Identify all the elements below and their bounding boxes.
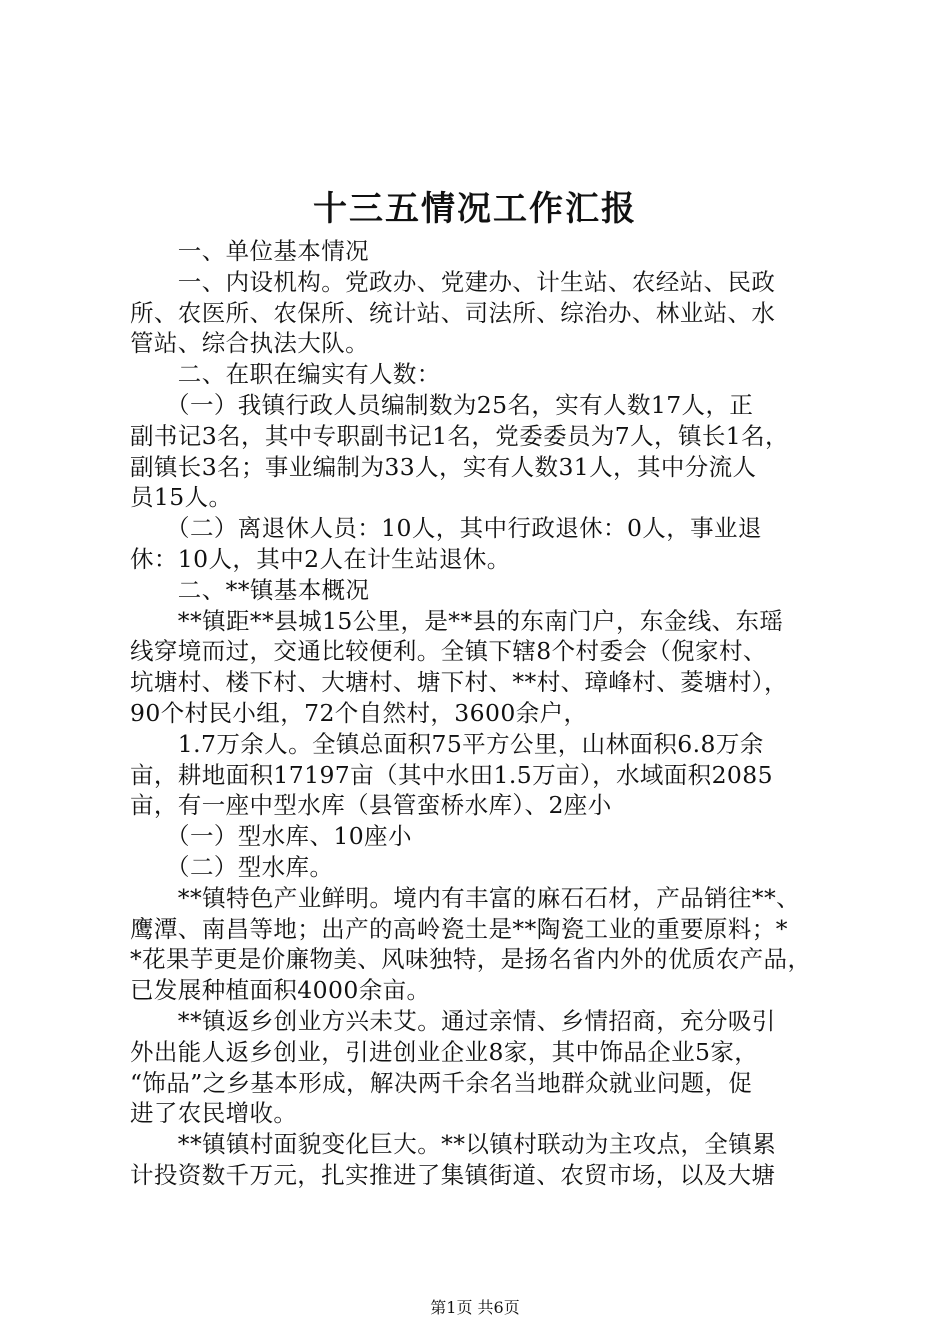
text-line: 二、**镇基本概况: [130, 575, 370, 604]
text-line: **镇镇村面貌变化巨大。**以镇村联动为主攻点，全镇累: [130, 1130, 777, 1159]
text-line: 亩，耕地面积17197亩（其中水田1.5万亩），水域面积2085: [130, 760, 773, 789]
text-line: 进了农民增收。: [130, 1099, 298, 1128]
text-line: 已发展种植面积4000余亩。: [130, 976, 431, 1005]
text-line: **镇返乡创业方兴未艾。通过亲情、乡情招商，充分吸引: [130, 1006, 776, 1035]
text-line: *花果芋更是价廉物美、风味独特，是扬名省内外的优质农产品，: [130, 945, 812, 974]
page-footer: 第1页 共6页: [430, 1298, 520, 1317]
text-line: 副书记3名，其中专职副书记1名，党委委员为7人，镇长1名，: [130, 421, 789, 450]
text-line: 鹰潭、南昌等地；出产的高岭瓷土是**陶瓷工业的重要原料；*: [130, 914, 788, 943]
text-line: 所、农医所、农保所、统计站、司法所、综治办、林业站、水: [130, 298, 776, 327]
text-line: 亩，有一座中型水库（县管蛮桥水库）、2座小: [130, 791, 612, 820]
document-title: 十三五情况工作汇报: [313, 189, 637, 229]
text-line: 一、单位基本情况: [130, 237, 369, 265]
text-line: 1.7万余人。全镇总面积75平方公里，山林面积6.8万余: [130, 729, 764, 758]
text-line: 外出能人返乡创业，引进创业企业8家，其中饰品企业5家，: [130, 1037, 759, 1066]
text-line: 计投资数千万元，扎实推进了集镇街道、农贸市场，以及大塘: [130, 1160, 776, 1189]
text-line: “饰品”之乡基本形成，解决两千余名当地群众就业问题，促: [130, 1068, 753, 1097]
text-line: （二）型水库。: [130, 852, 334, 881]
text-line: （一）型水库、10座小: [130, 822, 412, 851]
text-line: 副镇长3名；事业编制为33人，实有人数31人，其中分流人: [130, 452, 757, 481]
text-line: （二）离退休人员：10人，其中行政退休：0人，事业退: [130, 514, 762, 543]
text-line: 休：10人，其中2人在计生站退休。: [130, 544, 511, 573]
text-line: 线穿境而过，交通比较便利。全镇下辖8个村委会（倪家村、: [130, 637, 767, 666]
text-line: 坑塘村、楼下村、大塘村、塘下村、**村、璋峰村、菱塘村），: [130, 668, 788, 697]
text-line: 一、内设机构。党政办、党建办、计生站、农经站、民政: [130, 267, 776, 296]
text-line: （一）我镇行政人员编制数为25名，实有人数17人，正: [130, 390, 754, 419]
text-line: 管站、综合执法大队。: [130, 329, 369, 358]
text-line: 二、在职在编实有人数：: [130, 360, 441, 389]
text-line: **镇距**县城15公里，是**县的东南门户，东金线、东瑶: [130, 606, 784, 635]
text-line: **镇特色产业鲜明。境内有丰富的麻石石材，产品销往**、: [130, 883, 800, 912]
document-body: [130, 236, 830, 1191]
text-line: 员15人。: [130, 483, 233, 512]
text-line: 90个村民小组，72个自然村，3600余户，: [130, 698, 588, 727]
